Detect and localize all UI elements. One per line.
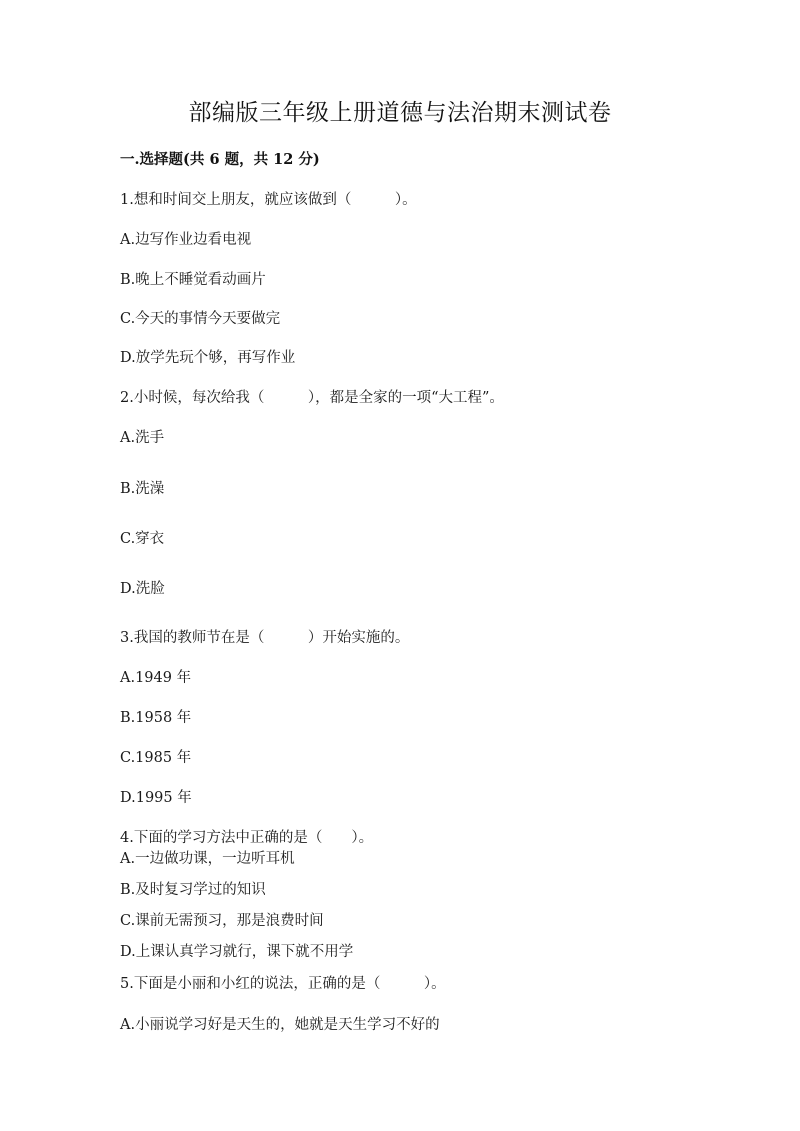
section-heading: 一.选择题(共 6 题，共 12 分) bbox=[120, 151, 320, 168]
question-3-option-d: D.1995 年 bbox=[120, 790, 192, 806]
question-3-option-a: A.1949 年 bbox=[120, 670, 192, 686]
question-1-stem: 1.想和时间交上朋友，就应该做到（ ）。 bbox=[120, 192, 417, 208]
question-1-option-c: C.今天的事情今天要做完 bbox=[120, 311, 281, 327]
question-4-option-a: A.一边做功课，一边听耳机 bbox=[120, 851, 295, 867]
question-5-stem: 5.下面是小丽和小红的说法，正确的是（ ）。 bbox=[120, 976, 446, 992]
question-2-option-b: B.洗澡 bbox=[120, 481, 165, 497]
question-1-option-d: D.放学先玩个够，再写作业 bbox=[120, 350, 296, 366]
question-3-option-c: C.1985 年 bbox=[120, 750, 192, 766]
question-2-option-d: D.洗脸 bbox=[120, 581, 165, 597]
question-4-option-c: C.课前无需预习，那是浪费时间 bbox=[120, 913, 324, 929]
question-4-stem: 4.下面的学习方法中正确的是（ ）。 bbox=[120, 830, 374, 846]
question-2-option-a: A.洗手 bbox=[120, 430, 165, 446]
question-3-stem: 3.我国的教师节在是（ ）开始实施的。 bbox=[120, 630, 410, 646]
question-5-option-a: A.小丽说学习好是天生的，她就是天生学习不好的 bbox=[120, 1017, 440, 1033]
question-3-option-b: B.1958 年 bbox=[120, 710, 192, 726]
question-4-option-b: B.及时复习学过的知识 bbox=[120, 882, 266, 898]
question-4-option-d: D.上课认真学习就行，课下就不用学 bbox=[120, 944, 354, 960]
question-2-option-c: C.穿衣 bbox=[120, 531, 165, 547]
page-title: 部编版三年级上册道德与法治期末测试卷 bbox=[188, 100, 612, 126]
question-2-stem: 2.小时候，每次给我（ ），都是全家的一项“大工程”。 bbox=[120, 390, 504, 406]
question-1-option-b: B.晚上不睡觉看动画片 bbox=[120, 272, 266, 288]
question-1-option-a: A.边写作业边看电视 bbox=[120, 232, 252, 248]
